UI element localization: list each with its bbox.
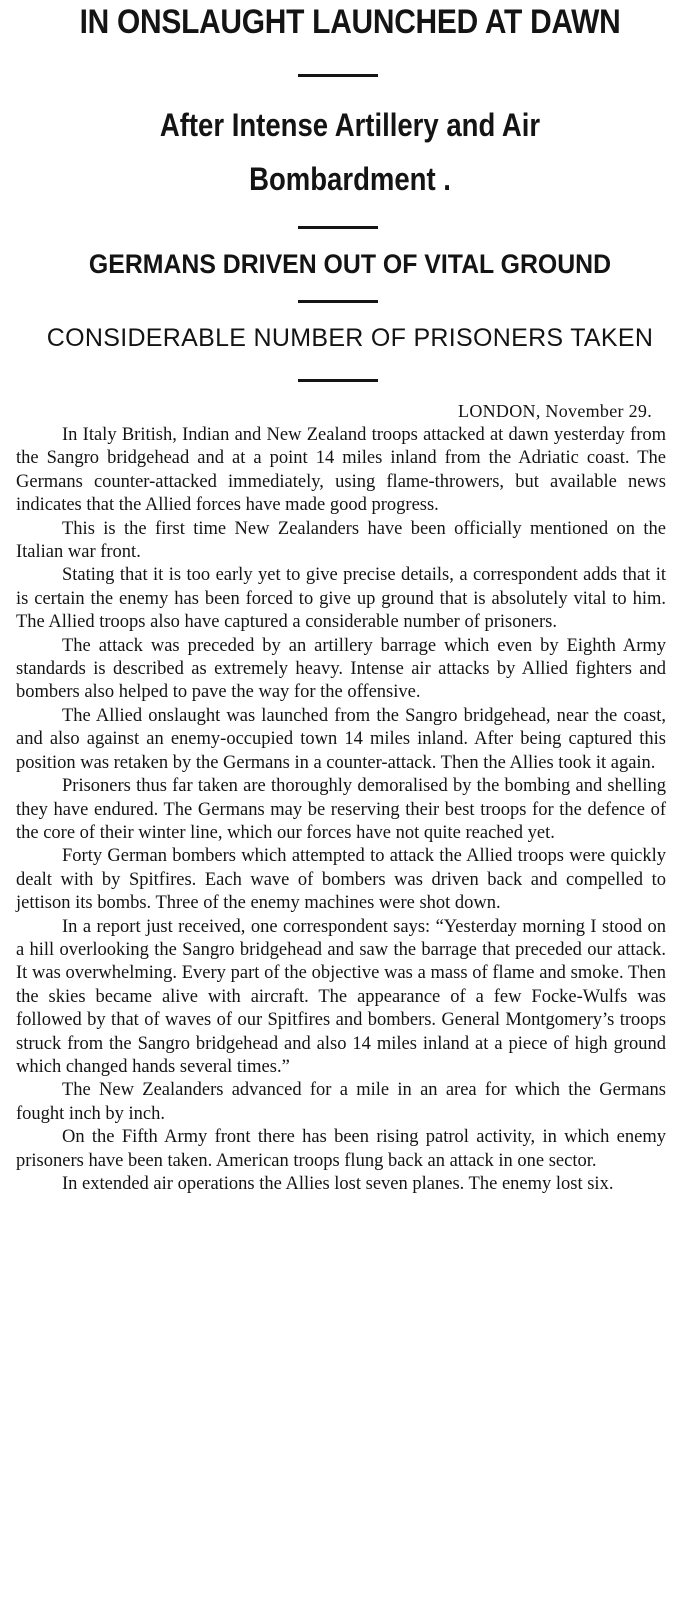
subheadline: After Intense Artillery and Air Bombardment . — [159, 107, 541, 197]
article-paragraph: Forty German bombers which attempted to attack the Allied troops were quickly dealt with by Spitfires. Each wave of bombers was driven back and compelled to jettison its bombs. Three of the enemy machines were shot down. — [16, 846, 666, 914]
article-body — [16, 424, 666, 1196]
article-paragraph: Prisoners thus far taken are thoroughly demoralised by the bombing and shelling they have endured. The Germans may be reserving their best troops for the defence of the core of their winter line, which our forces have not quite reached yet. — [16, 776, 666, 843]
article-paragraph: In Italy British, Indian and New Zealand troops attacked at dawn yesterday from the Sangro bridgehead and at a point 14 miles inland from the Adriatic coast. The Germans counter-attacked immediately, using flame-throwers, but available news indicates that the Allied forces have made good progress. — [16, 425, 666, 516]
article-paragraph: On the Fifth Army front there has been rising patrol activity, in which enemy prisoners have been taken. American troops flung back an attack in one sector. — [16, 1127, 666, 1171]
divider-rule — [298, 379, 378, 382]
dateline: LONDON, November 29. — [458, 401, 652, 421]
article-paragraph: This is the first time New Zealanders have been officially mentioned on the Italian war front. — [16, 518, 666, 563]
article-paragraph: The attack was preceded by an artillery barrage which even by Eighth Army standards is described as extremely heavy. Intense air attacks by Allied fighters and bombers also helped to pave the way for the offensive. — [16, 635, 666, 703]
article-paragraph: Stating that it is too early yet to give precise details, a correspondent adds that it is certain the enemy has been forced to give up ground that is absolutely vital to him. The Allied troops also have captured a considerable number of prisoners. — [16, 565, 666, 633]
divider-rule — [298, 226, 378, 229]
divider-rule — [298, 74, 378, 77]
article-paragraph: The New Zealanders advanced for a mile in an area for which the Germans fought inch by inch. — [16, 1080, 666, 1124]
deck-primary: GERMANS DRIVEN OUT OF VITAL GROUND — [88, 249, 612, 279]
article-paragraph: In a report just received, one correspondent says: “Yesterday morning I stood on a hill overlooking the Sangro bridgehead and saw the barrage that preceded our attack. It was overwhelming. Every part of the objective was a mass of flame and smoke. Then the skies became alive with aircraft. The appearance of a few Focke-Wulfs was followed by that of waves of our Spitfires and bombers. General Montgomery’s troops struck from the Sangro bridgehead and also 14 miles inland at a piece of high ground which changed hands several times.” — [16, 916, 666, 1077]
deck-secondary: CONSIDERABLE NUMBER OF PRISONERS TAKEN — [46, 324, 654, 352]
article-paragraph: In extended air operations the Allies lost seven planes. The enemy lost six. — [62, 1174, 614, 1194]
divider-rule — [298, 300, 378, 303]
article-paragraph: The Allied onslaught was launched from the Sangro bridgehead, near the coast, and also against an enemy-occupied town 14 miles inland. After being captured this position was retaken by the Germans in a counter-attack. Then the Allies took it again. — [16, 705, 666, 773]
headline: IN ONSLAUGHT LAUNCHED AT DAWN — [79, 3, 621, 41]
